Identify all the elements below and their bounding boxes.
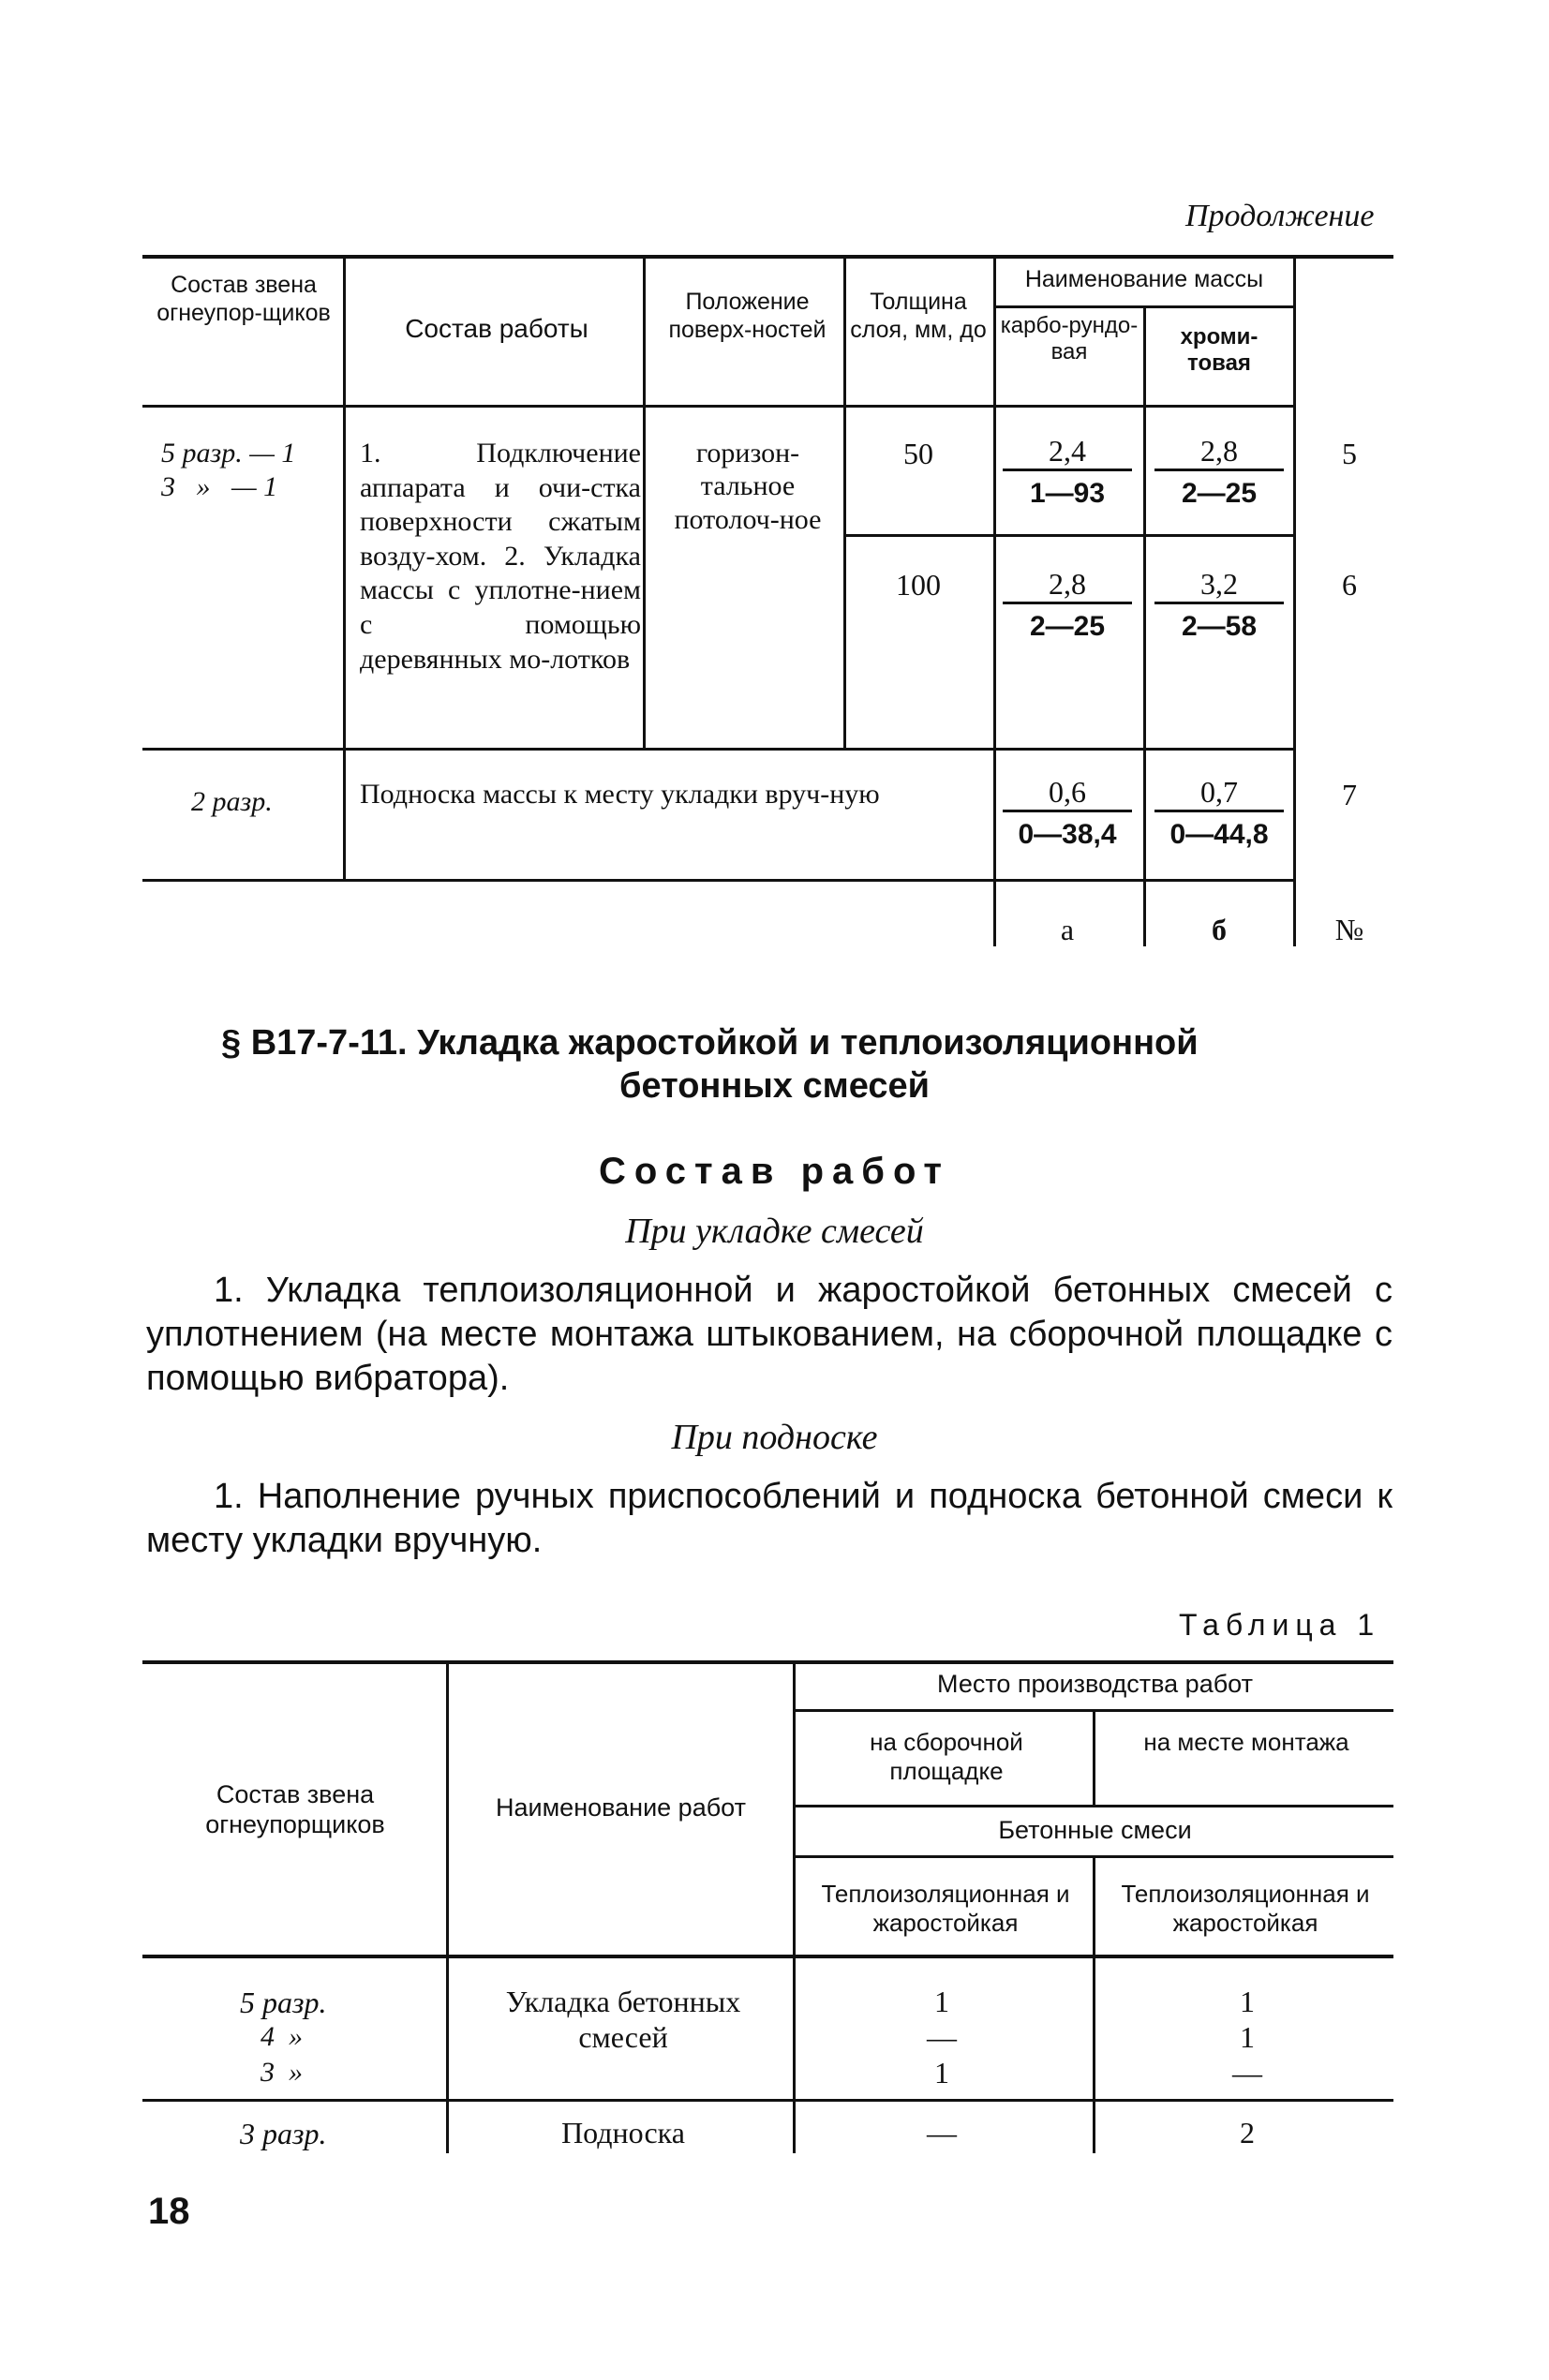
t1-header-mix-mounting: Теплоизоляционная и жаростойкая [1121,1880,1370,1937]
t1-header-work: Наименование работ [496,1793,746,1822]
header-mass-name: Наименование массы [1024,266,1264,292]
header-thickness: Толщина слоя, мм, до [850,289,987,343]
t1-header-mixes: Бетонные смеси [998,1816,1192,1844]
t1-row2-crew: 3 разр. [240,2117,327,2150]
section-title-line1: § В17-7-11. Укладка жаростойкой и теплоизоляционной [221,1023,1199,1063]
footer-col-a: а [1060,913,1075,946]
t1-row1-crew2: 4 » [261,2021,303,2052]
t1-header-assembly: на сборочной площадке [870,1728,1023,1785]
header-crew: Состав звена огнеупор-щиков [156,272,331,326]
paragraph-carrying: 1. Наполнение ручных приспособлений и подноска бетонной смеси к месту укладки вручную. [146,1477,1393,1560]
t1-header-mix-assembly: Теплоизоляционная и жаростойкая [821,1880,1070,1937]
t1-row1-work: Укладка бетонных смесей [505,1985,741,2054]
paragraph-laying: 1. Укладка теплоизоляционной и жаростойкой бетонных смесей с уплотнением (на месте монтажа штыкованием, на сборочной площадке с помощью вибратора). [146,1271,1393,1398]
footer-col-number: № [1334,913,1364,946]
t1-row1-a2: — [927,2020,957,2054]
row1-work: 1. Подключение аппарата и очи-стка поверхности сжатым возду-хом. 2. Укладка массы с уплотне-нием с помощью деревянных мо-лотков [360,438,641,675]
row1-position: горизон-тальное потолоч-ное [674,438,822,535]
row1a-thickness: 50 [903,437,933,470]
t1-row1-b1: 1 [1240,1985,1255,2018]
row1-crew-line2: 3 » — 1 [161,471,278,502]
continuation-label: Продолжение [1185,199,1375,233]
t1-row1-b2: 1 [1240,2020,1255,2054]
t1-header-mounting: на месте монтажа [1143,1728,1349,1756]
t1-row1-a3: 1 [934,2056,949,2090]
t1-row1-crew3: 3 » [261,2057,303,2088]
row1b-number: 6 [1342,568,1357,602]
row2-chromite-value: 0,7 0—44,8 [1149,774,1289,852]
row2-crew: 2 разр. [191,786,273,817]
t1-header-crew: Состав звена огнеупорщиков [205,1780,385,1838]
row1b-chromite-value: 3,2 2—58 [1149,566,1289,644]
footer-col-b: б [1212,913,1227,946]
header-carborundum: карбо-рундо-вая [1000,313,1139,365]
section-title-line2: бетонных смесей [619,1066,930,1106]
row1b-carborundum-value: 2,8 2—25 [997,566,1138,644]
row2-carborundum-value: 0,6 0—38,4 [997,774,1138,852]
header-work: Состав работы [405,314,588,343]
t1-row1-b3: — [1232,2056,1262,2090]
row1a-chromite-value: 2,8 2—25 [1149,433,1289,511]
subheading-carrying: При подноске [671,1418,878,1457]
page-number: 18 [148,2191,190,2232]
t1-row1-crew1: 5 разр. [240,1986,327,2019]
t1-row1-a1: 1 [934,1985,949,2018]
t1-row2-a: — [927,2116,957,2149]
table1-label: Таблица 1 [1179,1608,1381,1642]
row2-number: 7 [1342,778,1357,811]
row1a-number: 5 [1342,437,1357,470]
row1a-carborundum-value: 2,4 1—93 [997,433,1138,511]
works-heading: Состав работ [599,1151,950,1192]
subheading-laying: При укладке смесей [625,1212,924,1251]
row2-work: Подноска массы к месту укладки вруч-ную [360,779,880,810]
t1-header-place: Место производства работ [937,1670,1253,1698]
t1-row2-b: 2 [1240,2116,1255,2149]
row1b-thickness: 100 [896,568,941,602]
header-chromite: хроми-товая [1180,324,1259,377]
row1-crew-line1: 5 разр. — 1 [161,438,296,469]
t1-row2-work: Подноска [561,2116,685,2149]
header-position: Положение поверх-ностей [668,289,827,343]
